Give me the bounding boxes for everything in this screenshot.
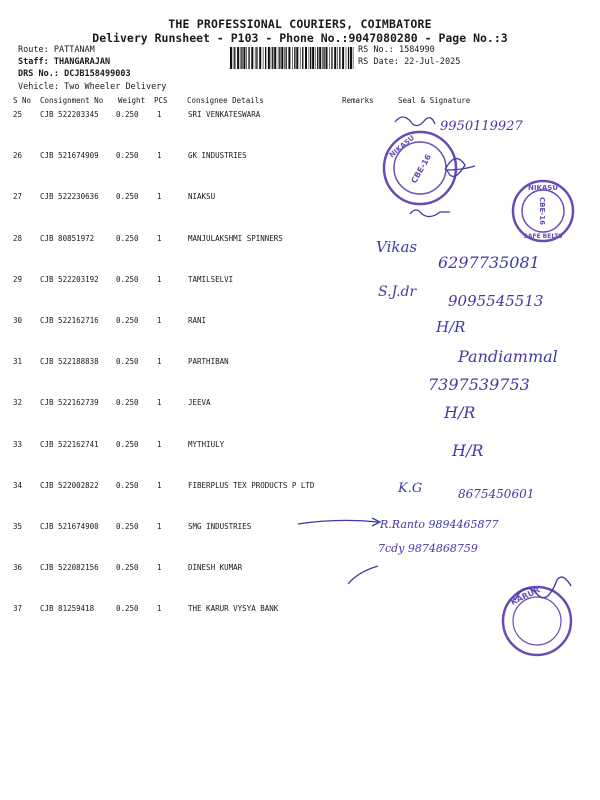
drs-value: DCJB158499003 xyxy=(64,69,131,79)
rs-no-label: RS No.: xyxy=(358,45,394,55)
row-consignment-no: CJB 521674909 xyxy=(40,151,99,161)
row-pcs: 1 xyxy=(157,604,162,614)
rs-no-line xyxy=(358,45,435,55)
row-weight: 0.250 xyxy=(116,563,139,573)
row-weight: 0.250 xyxy=(116,110,139,119)
row-pcs: 1 xyxy=(157,398,162,408)
row-consignee: DINESH KUMAR xyxy=(188,563,243,573)
row-consignment-no: CJB 522002822 xyxy=(40,480,99,490)
row-weight: 0.250 xyxy=(116,439,139,449)
nikasu-code-1: CBE-16 xyxy=(409,152,434,185)
row-consignee: GK INDUSTRIES xyxy=(188,151,247,161)
route-value: PATTANAM xyxy=(53,45,95,55)
row-sno: 32 xyxy=(13,398,23,408)
row-pcs: 1 xyxy=(157,316,162,325)
drs-line xyxy=(18,69,131,79)
table-row xyxy=(0,316,600,356)
col-remarks: Remarks xyxy=(342,96,374,105)
row-pcs: 1 xyxy=(157,480,162,490)
row-weight: 0.250 xyxy=(116,480,139,490)
row-pcs: 1 xyxy=(157,563,162,573)
vehicle-value: Two Wheeler Delivery xyxy=(64,82,167,92)
row-sno: 27 xyxy=(13,192,23,202)
row-consignee: TAMILSELVI xyxy=(188,274,234,284)
nikasu-stamp-2 xyxy=(510,178,576,244)
row-sno: 25 xyxy=(13,110,23,119)
row-sno: 33 xyxy=(13,439,23,449)
hw-r28-name: Vikas xyxy=(376,238,418,256)
row-consignment-no: CJB 81259418 xyxy=(40,604,95,614)
hw-r36: 7cdy 9874868759 xyxy=(378,542,478,555)
row-pcs: 1 xyxy=(157,274,162,284)
row-weight: 0.250 xyxy=(116,316,139,325)
row-consignment-no: CJB 522203192 xyxy=(40,274,99,284)
hw-r29-signature: S.J.dr xyxy=(378,284,417,300)
row-consignment-no: CJB 522162716 xyxy=(40,316,99,325)
row-weight: 0.250 xyxy=(116,233,139,243)
hw-r32: H/R xyxy=(444,403,476,422)
rs-no-value: 1584990 xyxy=(398,45,435,55)
row-sno: 29 xyxy=(13,274,23,284)
col-seal-signature: Seal & Signature xyxy=(398,96,471,105)
row-consignee: RANI xyxy=(188,316,207,325)
col-weight: Weight xyxy=(118,96,146,105)
row-consignment-no: CJB 522203345 xyxy=(40,110,99,119)
company-title: THE PROFESSIONAL COURIERS, COIMBATORE xyxy=(168,17,432,31)
hw-r31-name: Pandiammal xyxy=(458,347,558,366)
barcode xyxy=(230,47,354,69)
staff-label: Staff: xyxy=(18,57,49,67)
row-sno: 36 xyxy=(13,563,23,573)
hw-r28-phone: 6297735081 xyxy=(438,253,540,272)
nikasu-code-2: CBE-16 xyxy=(538,197,546,225)
row-pcs: 1 xyxy=(157,439,162,449)
col-sno: S No xyxy=(13,96,32,105)
row-consignment-no: CJB 522082156 xyxy=(40,563,99,573)
hw-r30: H/R xyxy=(436,318,466,336)
nikasu-name-1: NIKASU xyxy=(387,133,417,160)
row-sno: 37 xyxy=(13,604,23,614)
row-consignment-no: CJB 80851972 xyxy=(40,233,95,243)
karur-stamp-text: KARUR xyxy=(509,585,542,607)
row-pcs: 1 xyxy=(157,522,162,531)
row-weight: 0.250 xyxy=(116,151,139,161)
row-weight: 0.250 xyxy=(116,274,139,284)
nikasu-name-2: NIKASU xyxy=(527,184,559,192)
runsheet-subtitle: Delivery Runsheet - P103 - Phone No.:9047080280 - Page No.:3 xyxy=(92,31,508,45)
row-weight: 0.250 xyxy=(116,357,139,367)
row-pcs: 1 xyxy=(157,233,162,243)
row-sno: 35 xyxy=(13,522,23,531)
row-consignee: SMG INDUSTRIES xyxy=(188,522,252,531)
hw-r34-signature: K.G xyxy=(398,481,423,496)
rs-date-label: RS Date: xyxy=(358,57,399,67)
row-consignment-no: CJB 522162739 xyxy=(40,398,99,408)
drs-label: DRS No.: xyxy=(18,69,59,79)
vehicle-label: Vehicle: xyxy=(18,82,59,92)
row-consignment-no: CJB 522230636 xyxy=(40,192,99,202)
hw-r25-phone: 9950119927 xyxy=(440,119,523,134)
rs-date-line xyxy=(358,57,460,67)
row-consignee: PARTHIBAN xyxy=(188,357,229,367)
nikasu-stamp-1 xyxy=(380,128,460,208)
table-row xyxy=(0,481,600,521)
staff-value: THANGARAJAN xyxy=(53,57,111,67)
karur-stamp xyxy=(498,582,576,660)
row-consignment-no: CJB 522188838 xyxy=(40,357,99,367)
row-consignment-no: CJB 522162741 xyxy=(40,439,99,449)
row-pcs: 1 xyxy=(157,192,162,202)
table-row xyxy=(0,440,600,480)
vehicle-line xyxy=(18,82,166,92)
row-consignee: JEEVA xyxy=(188,398,211,408)
row-weight: 0.250 xyxy=(116,522,139,531)
table-row xyxy=(0,398,600,438)
route-line xyxy=(18,45,95,55)
staff-line xyxy=(18,57,110,67)
row-weight: 0.250 xyxy=(116,398,139,408)
row-pcs: 1 xyxy=(157,151,162,161)
row-sno: 26 xyxy=(13,151,23,161)
table-row xyxy=(0,357,600,397)
row-sno: 31 xyxy=(13,357,23,367)
row-consignee: FIBERPLUS TEX PRODUCTS P LTD xyxy=(188,480,315,490)
row-consignee: NIAKSU xyxy=(188,192,216,202)
hw-r34-phone: 8675450601 xyxy=(458,487,535,501)
table-row xyxy=(0,275,600,315)
row-pcs: 1 xyxy=(157,357,162,367)
table-row xyxy=(0,110,600,150)
row-consignee: SRI VENKATESWARA xyxy=(188,110,261,119)
table-row xyxy=(0,522,600,562)
nikasu-side-2: SAFE BELTS xyxy=(523,233,563,240)
row-pcs: 1 xyxy=(157,110,162,119)
row-weight: 0.250 xyxy=(116,604,139,614)
row-sno: 28 xyxy=(13,233,23,243)
row-sno: 30 xyxy=(13,316,23,325)
hw-r33: H/R xyxy=(452,441,484,460)
rs-date-value: 22-Jul-2025 xyxy=(404,57,461,67)
hw-r35: R.Ranto 9894465877 xyxy=(380,518,499,531)
row-consignment-no: CJB 521674900 xyxy=(40,522,99,531)
route-label: Route: xyxy=(18,45,49,55)
row-consignee: MYTHIULY xyxy=(188,439,225,449)
col-pcs: PCS xyxy=(154,96,168,105)
row-weight: 0.250 xyxy=(116,192,139,202)
hw-r31-phone: 7397539753 xyxy=(428,375,530,394)
row-consignee: MANJULAKSHMI SPINNERS xyxy=(188,233,283,243)
hw-r29-phone: 9095545513 xyxy=(448,292,544,310)
row-sno: 34 xyxy=(13,480,23,490)
row-consignee: THE KARUR VYSYA BANK xyxy=(188,604,279,614)
col-consignment: Consignment No xyxy=(40,96,104,105)
col-consignee: Consignee Details xyxy=(187,96,264,105)
